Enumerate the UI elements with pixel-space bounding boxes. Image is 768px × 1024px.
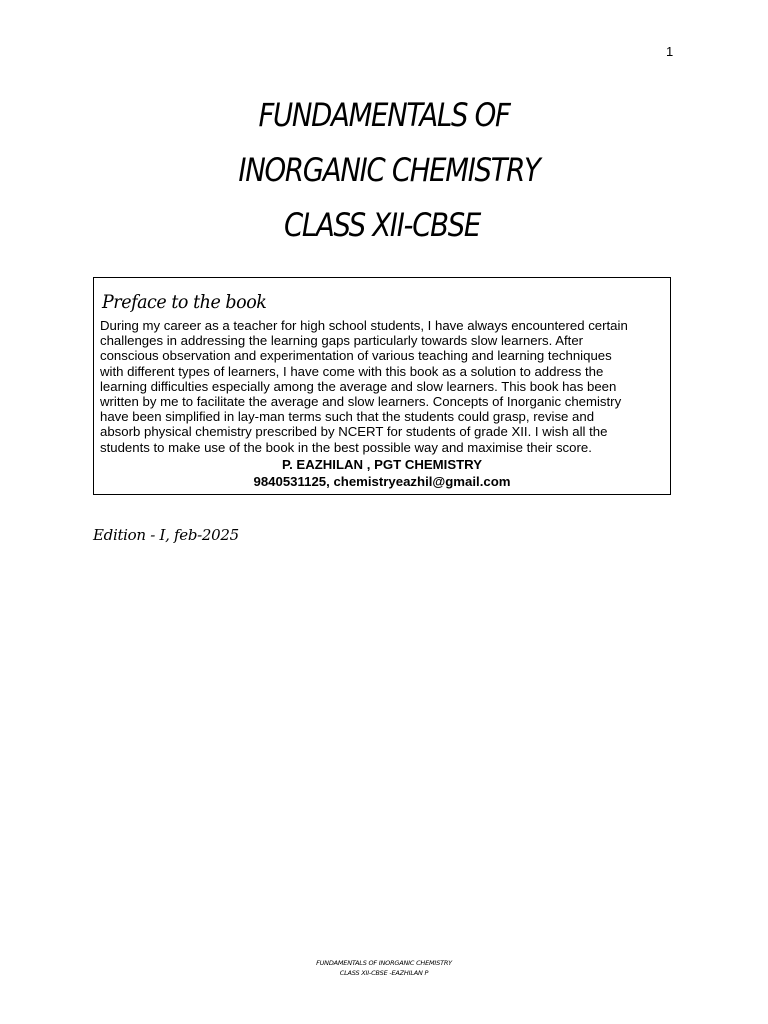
preface-line: learning difficulties especially among the average and slow learners. This book has been — [100, 378, 617, 394]
footer-line-2: CLASS XII-CBSE -EAZHILAN P — [339, 969, 429, 977]
preface-line: have been simplified in lay-man terms such that the students could grasp, revise and — [100, 409, 595, 425]
footer-line-1: FUNDAMENTALS OF INORGANIC CHEMISTRY — [316, 959, 452, 967]
preface-line: with different types of learners, I have come with this book as a solution to address the — [100, 363, 604, 379]
document-title — [0, 88, 768, 253]
preface-line: During my career as a teacher for high school students, I have always encountered certain — [100, 318, 628, 333]
preface-line: written by me to facilitate the average and slow learners. Concepts of Inorganic chemistry — [100, 394, 622, 410]
title-line-2: INORGANIC CHEMISTRY — [238, 151, 540, 189]
page-number: 1 — [666, 44, 674, 59]
preface-line: conscious observation and experimentation of various teaching and learning techniques — [100, 348, 612, 364]
title-line-1: FUNDAMENTALS OF — [258, 96, 510, 134]
author-name: P. EAZHILAN , PGT CHEMISTRY — [281, 456, 483, 472]
preface-line: challenges in addressing the learning gaps particularly towards slow learners. After — [100, 333, 584, 349]
preface-body — [100, 318, 664, 455]
preface-heading: Preface to the book — [102, 291, 267, 313]
author-contact: 9840531125, chemistryeazhil@gmail.com — [253, 473, 511, 489]
title-line-3: CLASS XII-CBSE — [284, 206, 480, 244]
page-footer — [0, 958, 768, 978]
preface-box — [93, 277, 671, 495]
preface-line: absorb physical chemistry prescribed by NCERT for students of grade XII. I wish all the — [100, 424, 608, 440]
preface-line: students to make use of the book in the best possible way and maximise their score. — [100, 439, 592, 455]
edition-label: Edition - I, feb-2025 — [93, 526, 239, 544]
